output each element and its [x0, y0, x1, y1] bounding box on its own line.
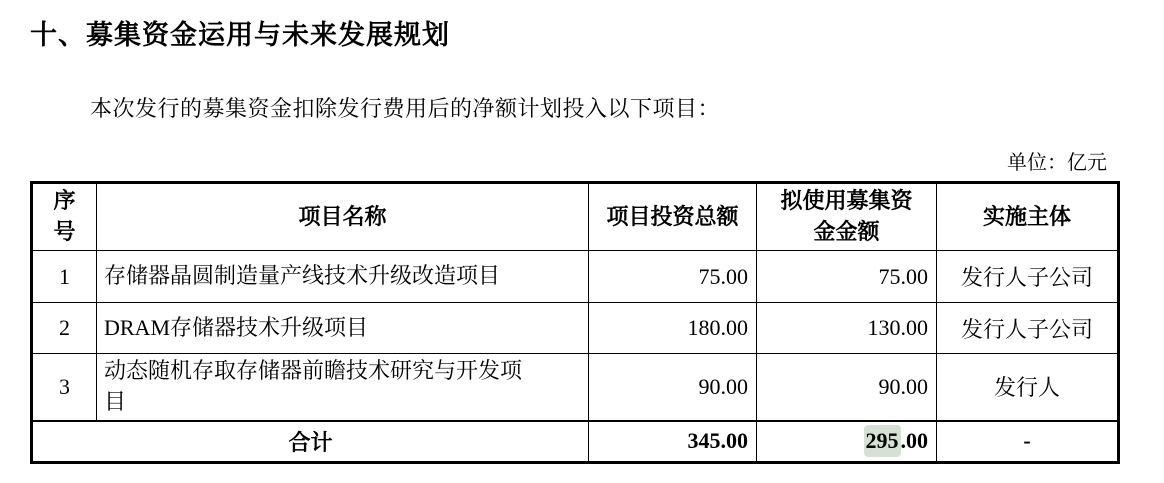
cell-implementer: 发行人 [937, 354, 1119, 421]
table-row [32, 303, 1119, 354]
col-header-project-name [97, 183, 589, 251]
cell-total-investment: 180.00 [589, 303, 757, 354]
cell-raised-funds: 130.00 [757, 303, 937, 354]
cell-implementer: 发行人子公司 [937, 251, 1119, 303]
cell-total-investment: 75.00 [589, 251, 757, 303]
project-name-text: DRAM存储器技术升级项目 [104, 314, 369, 340]
total-implementer: - [937, 421, 1119, 463]
total-raised-funds [757, 421, 937, 463]
col-header-seq [32, 183, 97, 251]
cell-total-investment: 90.00 [589, 354, 757, 421]
raised-funds-decimal: .00 [900, 428, 928, 454]
cell-project-name [97, 251, 589, 303]
cell-seq: 1 [32, 251, 97, 303]
cell-raised-funds: 75.00 [757, 251, 937, 303]
project-name-text: 存储器晶圆制造量产线技术升级改造项目 [104, 263, 501, 289]
col-header-raised-funds-label: 拟使用募集资金金额 [780, 188, 913, 244]
col-header-total-investment-label: 项目投资总额 [606, 203, 739, 229]
highlighted-value: 295 [864, 425, 901, 457]
cell-seq: 3 [32, 354, 97, 421]
table-header-row [32, 183, 1119, 251]
table-row [32, 354, 1119, 421]
table-row [32, 251, 1119, 303]
table-total-row [32, 421, 1119, 463]
col-header-seq-label: 序号 [53, 188, 76, 244]
col-header-raised-funds [757, 183, 937, 251]
intro-paragraph: 本次发行的募集资金扣除发行费用后的净额计划投入以下项目： [90, 96, 721, 121]
cell-project-name [97, 354, 589, 421]
cell-project-name [97, 303, 589, 354]
cell-implementer: 发行人子公司 [937, 303, 1119, 354]
section-title: 十、募集资金运用与未来发展规划 [30, 20, 450, 50]
cell-seq: 2 [32, 303, 97, 354]
cell-raised-funds: 90.00 [757, 354, 937, 421]
col-header-total-investment [589, 183, 757, 251]
total-investment: 345.00 [589, 421, 757, 463]
project-name-text: 动态随机存取存储器前瞻技术研究与开发项目 [104, 357, 523, 414]
col-header-implementer-label: 实施主体 [982, 203, 1071, 229]
fund-usage-table [30, 181, 1120, 464]
unit-label: 单位：亿元 [1007, 152, 1107, 174]
col-header-implementer [937, 183, 1119, 251]
total-label: 合计 [32, 421, 589, 463]
col-header-project-name-label: 项目名称 [298, 203, 387, 229]
